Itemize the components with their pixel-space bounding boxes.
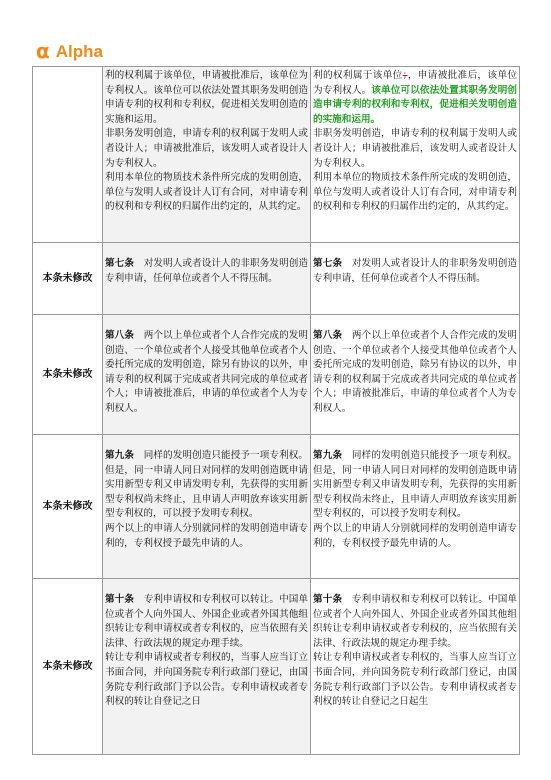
paragraph: 转让专利申请权或者专利权的，当事人应当订立书面合同，并向国务院专利行政部门登记，由国务院专利行政部门予以公告。专利申请权或者专利权的转让自登记之日 [105, 652, 308, 708]
paragraph: 利用本单位的物质技术条件所完成的发明创造，单位与发明人或者设计人订有合同，对申请专利的权利和专利权的归属作出约定的，从其约定。 [105, 172, 308, 213]
article-number: 第七条 [313, 258, 343, 269]
paragraph [105, 449, 308, 522]
article-number: 第九条 [313, 450, 343, 461]
article-number: 第八条 [105, 330, 135, 341]
paragraph [313, 329, 517, 417]
table-row [33, 579, 520, 755]
text-run: 利的权利属于该单位 [313, 70, 403, 81]
inserted-text: 该单位可以依法处置其职务发明创造申请专利的权利和专利权，促进相关发明创造的实施和运用。 [313, 84, 518, 125]
table-row [33, 315, 520, 435]
new-text-cell [311, 67, 520, 243]
deleted-text: ； [402, 70, 408, 81]
row-status-label: 本条未修改 [33, 315, 103, 435]
table-row [33, 243, 520, 315]
paragraph [105, 329, 308, 417]
brand-name: Alpha [55, 41, 103, 61]
paragraph [313, 449, 517, 522]
paragraph: 非职务发明创造，申请专利的权利属于发明人或者设计人；申请被批准后，该发明人或者设计人为专利权人。 [105, 128, 308, 169]
alpha-logo-icon: α [36, 39, 50, 63]
paragraph: 利用本单位的物质技术条件所完成的发明创造，单位与发明人或者设计人订有合同，对申请专利的权利和专利权的归属作出约定的，从其约定。 [313, 172, 517, 213]
article-number: 第八条 [313, 330, 343, 341]
row-status-label: 本条未修改 [33, 579, 103, 755]
old-text-cell [103, 579, 311, 755]
paragraph: 利的权利属于该单位，申请被批准后，该单位为专利权人。该单位可以依法处置其职务发明创造申请专利的权利和专利权，促进相关发明创造的实施和运用。 [105, 70, 308, 125]
table-row [33, 435, 520, 579]
text-run: 对发明人或者设计人的非职务发明创造专利申请，任何单位或者个人不得压制。 [105, 258, 309, 284]
article-number: 第九条 [105, 450, 135, 461]
row-status-label: 本条未修改 [33, 435, 103, 579]
text-run: 两个以上单位或者个人合作完成的发明创造、一个单位或者个人接受其他单位或者个人委托所完成的发明创造，除另有协议的以外，申请专利的权利属于完成或者共同完成的单位或者个人；申请被批准后，申请的单位或者个人为专利权人。 [105, 330, 309, 414]
new-text-cell [311, 315, 520, 435]
paragraph [313, 593, 517, 651]
paragraph: 两个以上的申请人分别就同样的发明创造申请专利的，专利权授予最先申请的人。 [313, 522, 517, 549]
brand-logo [36, 40, 103, 62]
article-number: 第十条 [313, 594, 343, 605]
new-text-cell [311, 579, 520, 755]
paragraph [313, 69, 517, 127]
paragraph: 两个以上的申请人分别就同样的发明创造申请专利的，专利权授予最先申请的人。 [105, 522, 308, 549]
row-status-label [33, 67, 103, 243]
old-text-cell [103, 67, 311, 243]
text-run: 同样的发明创造只能授予一项专利权。但是，同一申请人同日对同样的发明创造既申请实用新型专利又申请发明专利，先获得的实用新型专利权尚未终止，且申请人声明放弃该实用新型专利权的，可以授予发明专利权。 [105, 450, 309, 520]
new-text-cell [311, 435, 520, 579]
paragraph [105, 257, 308, 286]
text-run: ，申请被批准后，该单位为专利权人。 [313, 70, 518, 96]
paragraph [313, 257, 517, 286]
text-run: 专利申请权和专利权可以转让。中国单位或者个人向外国人、外国企业或者外国其他组织转让专利申请权或者专利权的，应当依照有关法律、行政法规的规定办理手续。 [313, 594, 518, 649]
paragraph [105, 593, 308, 651]
paragraph: 转让专利申请权或者专利权的，当事人应当订立书面合同，并向国务院专利行政部门登记，由国务院专利行政部门予以公告。专利申请权或者专利权的转让自登记之日起生 [313, 652, 517, 708]
article-number: 第七条 [105, 258, 135, 269]
text-run: 同样的发明创造只能授予一项专利权。但是，同一申请人同日对同样的发明创造既申请实用新型专利又申请发明专利，先获得的实用新型专利权尚未终止，且申请人声明放弃该实用新型专利权的，可以授予发明专利权。 [313, 450, 518, 520]
paragraph: 非职务发明创造，申请专利的权利属于发明人或者设计人；申请被批准后，该发明人或者设计人为专利权人。 [313, 128, 517, 169]
row-status-label: 本条未修改 [33, 243, 103, 315]
text-run: 对发明人或者设计人的非职务发明创造专利申请，任何单位或者个人不得压制。 [313, 258, 518, 284]
article-number: 第十条 [105, 594, 135, 605]
table-row [33, 67, 520, 243]
old-text-cell [103, 315, 311, 435]
new-text-cell [311, 243, 520, 315]
comparison-table [32, 66, 520, 755]
old-text-cell [103, 243, 311, 315]
old-text-cell [103, 435, 311, 579]
text-run: 两个以上单位或者个人合作完成的发明创造、一个单位或者个人接受其他单位或者个人委托所完成的发明创造，除另有协议的以外，申请专利的权利属于完成或者共同完成的单位或者个人；申请被批准后，申请的单位或者个人为专利权人。 [313, 330, 518, 414]
text-run: 专利申请权和专利权可以转让。中国单位或者个人向外国人、外国企业或者外国其他组织转让专利申请权或者专利权的，应当依照有关法律、行政法规的规定办理手续。 [105, 594, 309, 649]
